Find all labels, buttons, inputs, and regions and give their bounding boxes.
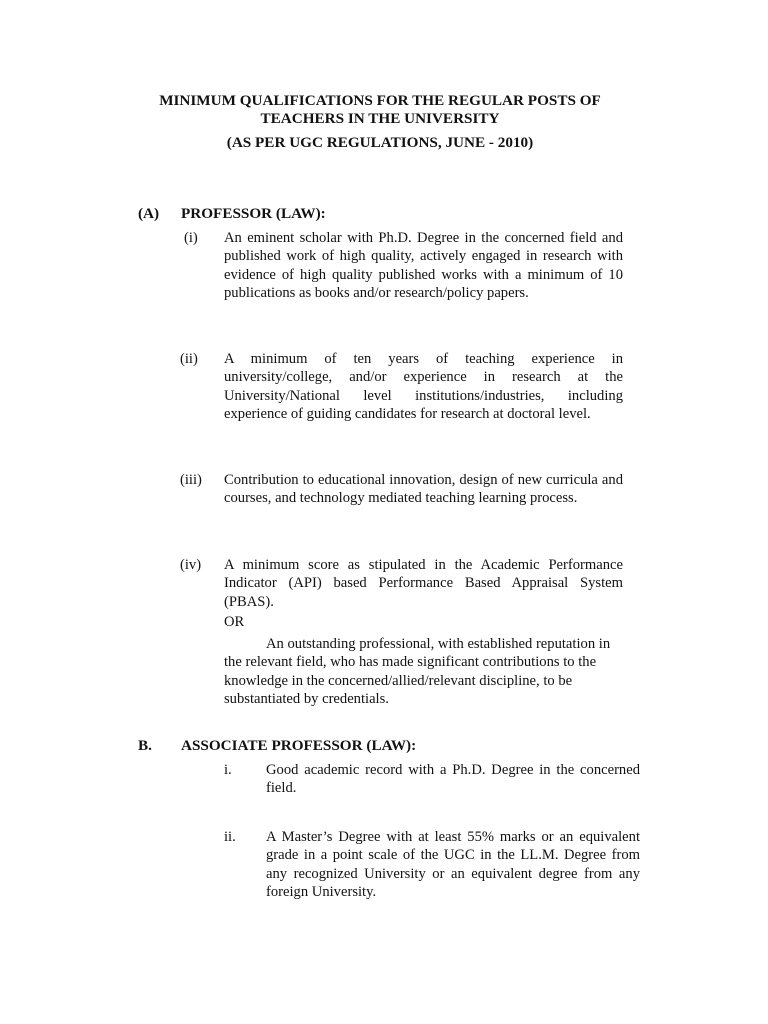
section-b-item-2-text: A Master’s Degree with at least 55% marks or an equivalent grade in a point scale of the UGC in the LL.M. Degree from any recognized University or an equivalent degree from any foreign University. [266,829,640,901]
section-a-heading: PROFESSOR (LAW): [181,205,326,222]
section-b-item-1-text: Good academic record with a Ph.D. Degree in the concerned field. [266,762,640,797]
section-a-item-2-text: A minimum of ten years of teaching experience in university/college, and/or experience in research at the University/National level institutions/industries, including experience of guiding candidates for research at doctoral level. [224,351,623,423]
section-a-item-3-number: (iii) [180,472,202,488]
section-b-heading: ASSOCIATE PROFESSOR (LAW): [181,737,417,754]
section-b-item-2-number: ii. [224,829,236,845]
section-a-item-1-text: An eminent scholar with Ph.D. Degree in the concerned field and published work of high quality, actively engaged in research with evidence of high quality published works with a minimum of 10 publications as books and/or research/policy papers. [224,230,623,302]
section-a-letter: (A) [138,205,160,222]
section-b-letter: B. [138,737,152,754]
or-separator: OR [224,614,245,630]
title-line-2: TEACHERS IN THE UNIVERSITY [260,110,500,127]
section-a-item-2-number: (ii) [180,351,198,367]
title-line-1: MINIMUM QUALIFICATIONS FOR THE REGULAR POSTS OF [159,92,601,109]
section-b-item-1-number: i. [224,762,232,778]
section-a-item-1-number: (i) [184,230,198,246]
alternative-qualification-text: An outstanding professional, with established reputation in the relevant field, who has made significant contributions to the knowledge in the concerned/allied/relevant discipline, to be substantiated by credentials. [224,636,611,708]
section-a-item-4-number: (iv) [180,557,202,573]
section-a-item-3-text: Contribution to educational innovation, design of new curricula and courses, and technology mediated teaching learning process. [224,472,623,507]
document-subtitle: (AS PER UGC REGULATIONS, JUNE - 2010) [226,134,534,151]
document-title [100,92,660,128]
section-a-item-4-text: A minimum score as stipulated in the Academic Performance Indicator (API) based Performance Based Appraisal System (PBAS). [224,557,623,610]
